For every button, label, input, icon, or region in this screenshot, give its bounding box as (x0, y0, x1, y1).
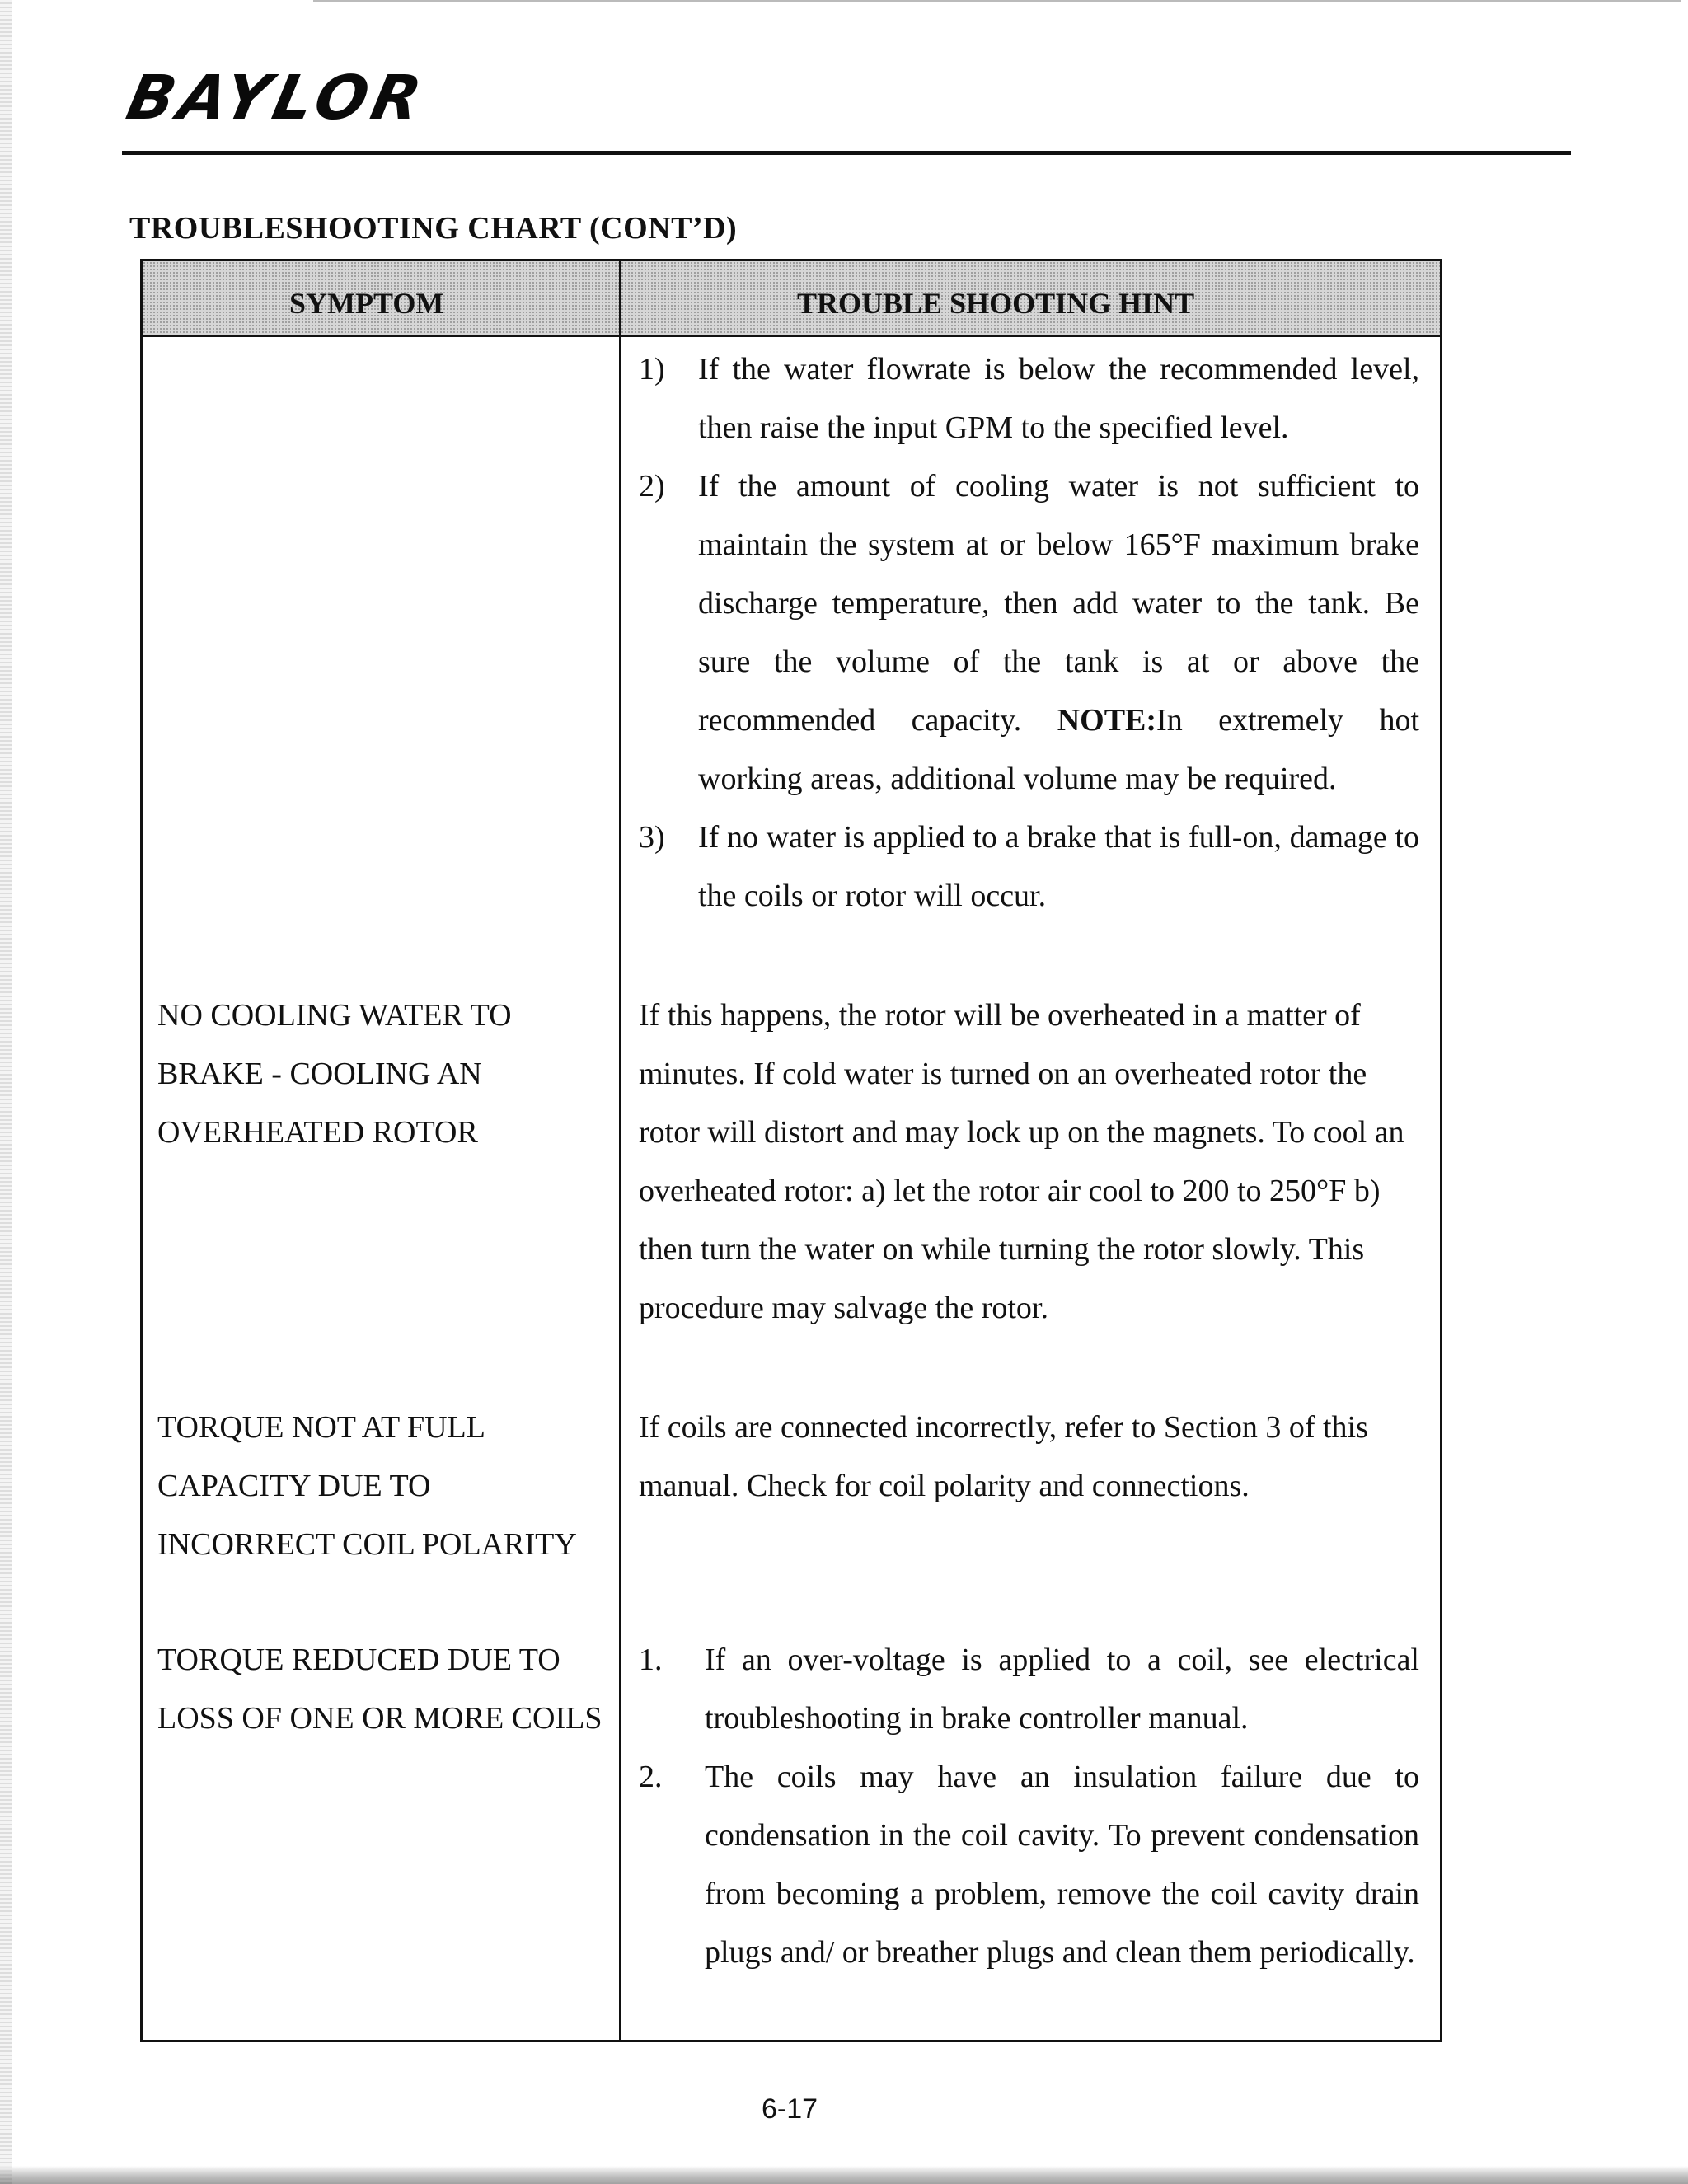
scan-edge-left (0, 0, 12, 2184)
list-item (639, 1748, 1422, 2041)
symptom-cell: TORQUE NOT AT FULL CAPACITY DUE TO INCORRECT COIL POLARITY (157, 1410, 577, 1562)
item-number: 3) (639, 820, 665, 855)
troubleshooting-table (140, 259, 1442, 2042)
column-divider (619, 261, 621, 2040)
scan-edge-bottom (0, 2166, 1688, 2184)
header-rule (122, 151, 1571, 155)
note-label: NOTE: (1057, 703, 1157, 738)
item-number: 2) (639, 469, 665, 504)
list-item (639, 1631, 1422, 1748)
hint-cell: If this happens, the rotor will be overheated in a matter of minutes. If cold water is turned on an overheated rotor the rotor will distort and may lock up on the magnets. To cool an overheated rotor: a) let the rotor air cool to 200 to 250°F b) then turn the water on while turning the rotor slowly. This procedure may salvage the rotor. (639, 998, 1404, 1325)
page-number: 6-17 (762, 2093, 818, 2125)
symptom-cell: NO COOLING WATER TO BRAKE - COOLING AN OVERHEATED ROTOR (157, 998, 512, 1150)
list-item (639, 808, 1422, 926)
item-text: If the water flowrate is below the recommended level, then raise the input GPM to the specified level. (698, 352, 1419, 445)
item-number: 2. (639, 1760, 663, 1794)
baylor-logo: BAYLOR (120, 63, 433, 134)
item-text: If no water is applied to a brake that is full-on, damage to the coils or rotor will occur. (698, 820, 1419, 913)
item-text: If an over-voltage is applied to a coil, see electrical troubleshooting in brake controller manual. (705, 1643, 1419, 1736)
hint-cell: If coils are connected incorrectly, refer to Section 3 of this manual. Check for coil polarity and connections. (639, 1410, 1368, 1503)
header-symptom: SYMPTOM (289, 287, 444, 320)
item-text: The coils may have an insulation failure due to condensation in the coil cavity. To prevent condensation from becoming a problem, remove the coil cavity drain plugs and/ or breather plugs and clean them periodically. (705, 1760, 1419, 1970)
list-item (639, 457, 1422, 808)
header-hint: TROUBLE SHOOTING HINT (797, 287, 1195, 320)
item-text (698, 457, 1419, 808)
list-item (639, 340, 1422, 457)
item-text-part: In extremely hot working areas, additional volume may be required. (698, 703, 1420, 796)
scan-edge-top (313, 0, 1681, 2)
item-number: 1) (639, 352, 665, 387)
symptom-cell: TORQUE REDUCED DUE TO LOSS OF ONE OR MORE COILS (157, 1643, 603, 1736)
item-text-part: If the amount of cooling water is not sufficient to maintain the system at or below 165°F maximum brake discharge temperature, then add water to the tank. Be sure the volume of the tank is at or above the recommended capacity. (698, 469, 1419, 738)
table-header (143, 261, 1440, 337)
page-title: TROUBLESHOOTING CHART (CONT’D) (129, 211, 738, 246)
item-number: 1. (639, 1643, 663, 1677)
